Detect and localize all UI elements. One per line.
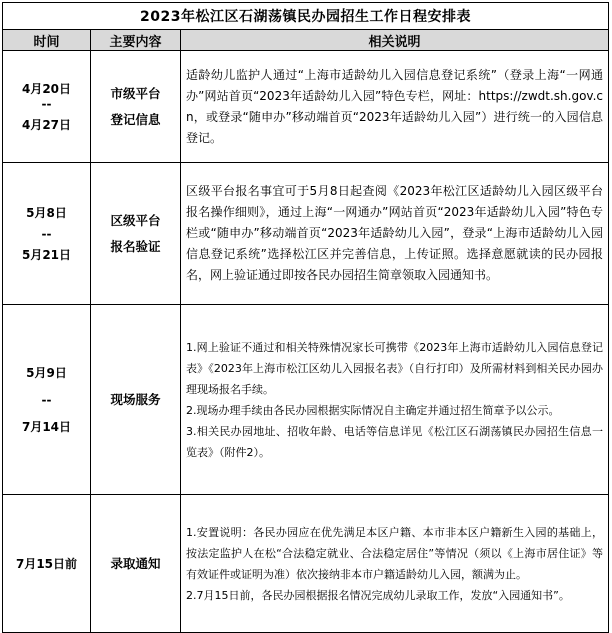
table-row xyxy=(3,305,609,495)
schedule-table xyxy=(2,2,609,633)
content-line: 录取通知 xyxy=(110,555,161,571)
schedule-sheet xyxy=(2,2,608,628)
table-row xyxy=(3,163,609,305)
desc-cell xyxy=(181,51,609,163)
desc-text: 区级平台报名事宜可于5月8日起查阅《2023年松江区适龄幼儿入园区级平台报名操作细则》，通过上海“一网通办”网站首页“2023年适龄幼儿入园”特色专栏或“随申办”移动端首页“2023年适龄幼儿入园”，登录“上海市适龄幼儿入园信息登记系统”选择松江区并完善信息，上传证照。选择意愿就读的民办园报名，网上验证通过即按各民办园招生简章领取入园通知书。 xyxy=(186,184,603,282)
desc-cell xyxy=(181,163,609,305)
header-time: 时间 xyxy=(3,30,91,51)
time-start: 5月8日 xyxy=(26,205,67,220)
content-line: 登记信息 xyxy=(110,111,161,127)
desc-item: 3.相关民办园地址、招收年龄、电话等信息详见《松江区石湖荡镇民办园招生信息一览表》（附件2）。 xyxy=(186,424,603,459)
content-line: 报名验证 xyxy=(110,238,161,254)
desc-item: 1.安置说明：各民办园应在优先满足本区户籍、本市非本区户籍新生入园的基础上，按法定监护人在松“合法稳定就业、合法稳定居住”等情况（须以《上海市居住证》等有效证件或证明为准）依次接纳非本市户籍适龄幼儿入园，额满为止。 xyxy=(186,525,603,581)
time-end: 4月27日 xyxy=(21,117,72,132)
desc-item: 2.7月15日前，各民办园根据报名情况完成幼儿录取工作，发放“入园通知书”。 xyxy=(186,588,570,602)
time-cell xyxy=(3,305,91,495)
header-content: 主要内容 xyxy=(91,30,181,51)
desc-cell xyxy=(181,495,609,633)
content-cell xyxy=(91,163,181,305)
desc-item: 2.现场办理手续由各民办园根据实际情况自主确定并通过招生简章予以公示。 xyxy=(186,403,560,417)
content-cell xyxy=(91,51,181,163)
time-separator: -- xyxy=(41,392,52,407)
table-row xyxy=(3,51,609,163)
content-line: 现场服务 xyxy=(110,391,161,407)
time-start: 7月15日前 xyxy=(15,556,78,571)
table-row xyxy=(3,495,609,633)
table-title: 2023年松江区石湖荡镇民办园招生工作日程安排表 xyxy=(3,3,609,30)
time-cell xyxy=(3,495,91,633)
content-cell xyxy=(91,305,181,495)
content-cell xyxy=(91,495,181,633)
desc-item: 1.网上验证不通过和相关特殊情况家长可携带《2023年上海市适龄幼儿入园信息登记表》《2023年上海市松江区幼儿入园报名表》（自行打印）及所需材料到相关民办园办理现场报名手续。 xyxy=(186,340,603,396)
time-end: 5月21日 xyxy=(21,247,72,262)
time-cell xyxy=(3,163,91,305)
desc-text: 适龄幼儿监护人通过“上海市适龄幼儿入园信息登记系统”（登录上海“一网通办”网站首页“2023年适龄幼儿入园”特色专栏，网址：https://zwdt.sh.gov.cn，或登录“随申办”移动端首页“2023年适龄幼儿入园”）进行统一的入园信息登记。 xyxy=(186,67,603,145)
time-start: 5月9日 xyxy=(26,365,67,380)
content-line: 市级平台 xyxy=(110,85,161,101)
header-desc: 相关说明 xyxy=(181,30,609,51)
content-line: 区级平台 xyxy=(110,212,161,228)
time-cell xyxy=(3,51,91,163)
time-separator: -- xyxy=(41,96,52,111)
desc-cell xyxy=(181,305,609,495)
time-separator: -- xyxy=(41,226,52,241)
time-end: 7月14日 xyxy=(21,419,72,434)
time-start: 4月20日 xyxy=(21,81,72,96)
